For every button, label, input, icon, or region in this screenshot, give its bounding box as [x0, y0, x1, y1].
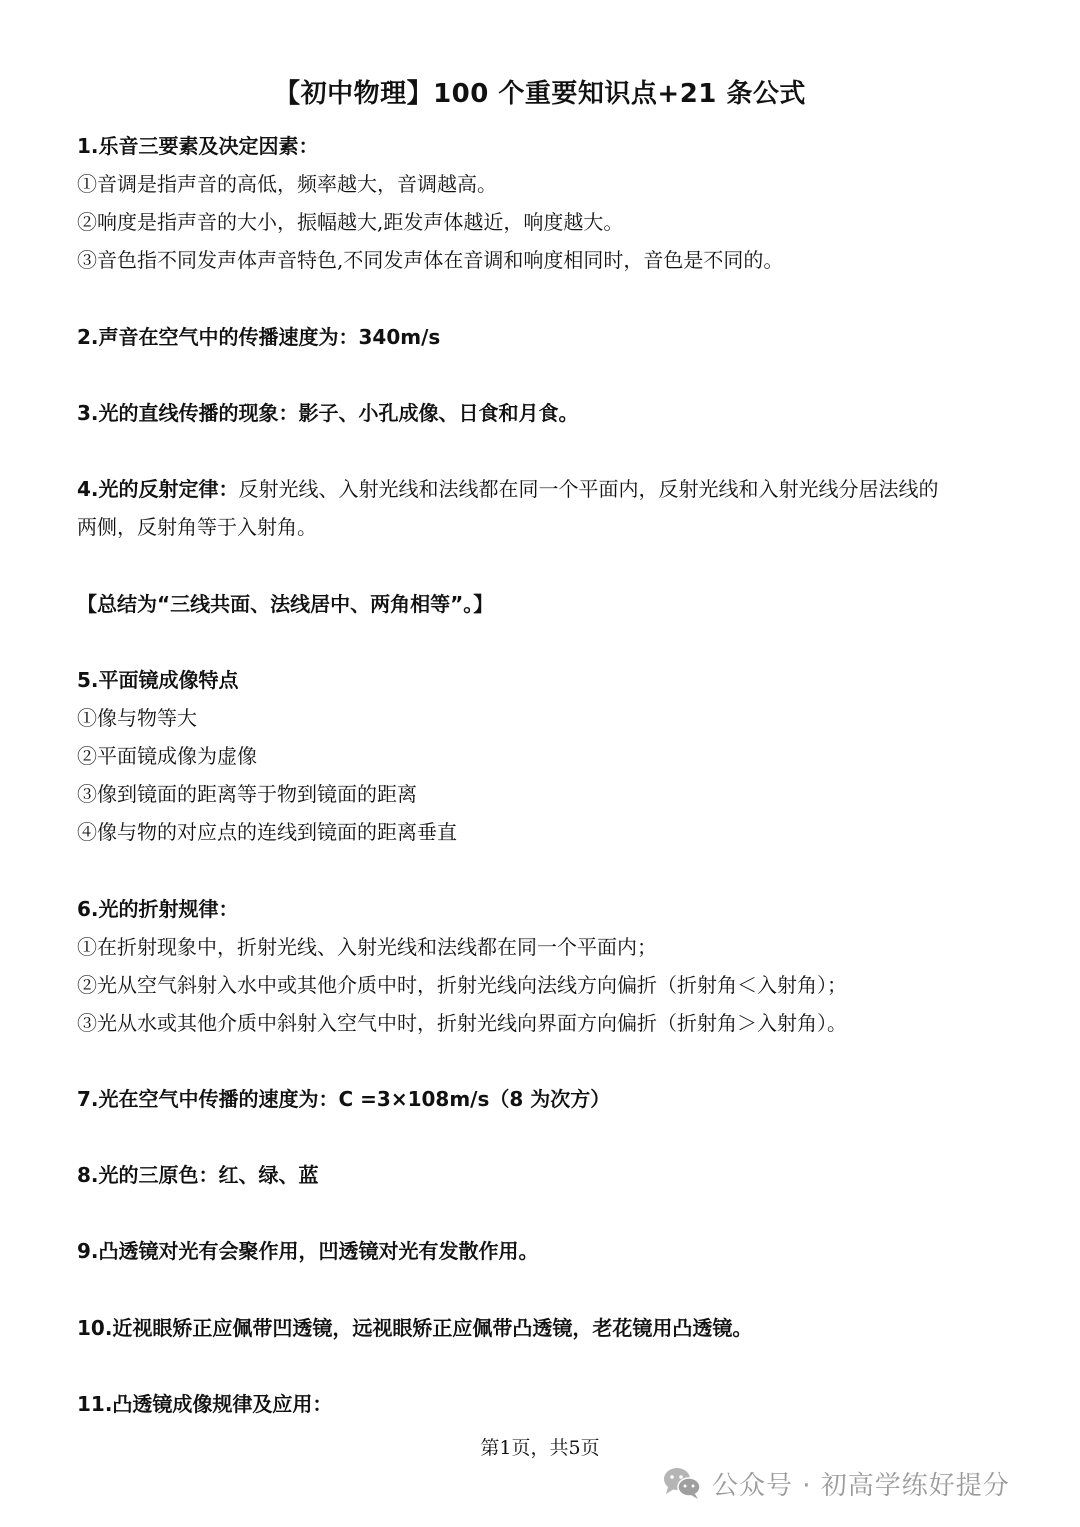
item-8: 8.光的三原色：红、绿、蓝	[77, 1163, 319, 1187]
item-6-point-2: ②光从空气斜射入水中或其他介质中时，折射光线向法线方向偏折（折射角＜入射角）；	[77, 973, 847, 997]
item-6-heading: 6.光的折射规律：	[77, 897, 239, 921]
wechat-icon	[662, 1466, 702, 1500]
item-4-line-1	[77, 474, 1020, 504]
item-5-point-4: ④像与物的对应点的连线到镜面的距离垂直	[77, 820, 457, 844]
page-footer: 第1页，共5页	[480, 1437, 600, 1459]
item-5-point-1: ①像与物等大	[77, 706, 197, 730]
item-1-heading: 1.乐音三要素及决定因素：	[77, 134, 319, 158]
document-title: 【初中物理】100 个重要知识点+21 条公式	[274, 79, 806, 109]
item-7: 7.光在空气中传播的速度为：C =3×108m/s（8 为次方）	[77, 1087, 611, 1111]
item-4-text: 反射光线、入射光线和法线都在同一个平面内，反射光线和入射光线分居法线的	[238, 477, 939, 501]
item-1-point-3: ③音色指不同发声体声音特色,不同发声体在音调和响度相同时，音色是不同的。	[77, 248, 784, 272]
watermark	[662, 1458, 1010, 1508]
item-10: 10.近视眼矫正应佩带凹透镜，远视眼矫正应佩带凸透镜，老花镜用凸透镜。	[77, 1316, 753, 1340]
item-2: 2.声音在空气中的传播速度为：340m/s	[77, 325, 441, 349]
item-9: 9.凸透镜对光有会聚作用，凹透镜对光有发散作用。	[77, 1239, 539, 1263]
item-11: 11.凸透镜成像规律及应用：	[77, 1392, 333, 1416]
summary-note: 【总结为“三线共面、法线居中、两角相等”。】	[77, 592, 494, 616]
item-4-line-2: 两侧，反射角等于入射角。	[77, 515, 317, 539]
item-4-label: 4.光的反射定律：	[77, 477, 239, 501]
watermark-text: 公众号 · 初高学练好提分	[712, 1470, 1010, 1501]
item-1-point-2: ②响度是指声音的大小，振幅越大,距发声体越近，响度越大。	[77, 210, 624, 234]
item-6-point-1: ①在折射现象中，折射光线、入射光线和法线都在同一个平面内；	[77, 935, 657, 959]
item-3: 3.光的直线传播的现象：影子、小孔成像、日食和月食。	[77, 401, 579, 425]
item-5-point-2: ②平面镜成像为虚像	[77, 744, 257, 768]
item-5-point-3: ③像到镜面的距离等于物到镜面的距离	[77, 782, 417, 806]
item-5-heading: 5.平面镜成像特点	[77, 668, 239, 692]
item-6-point-3: ③光从水或其他介质中斜射入空气中时，折射光线向界面方向偏折（折射角＞入射角）。	[77, 1011, 847, 1035]
item-1-point-1: ①音调是指声音的高低，频率越大，音调越高。	[77, 172, 497, 196]
